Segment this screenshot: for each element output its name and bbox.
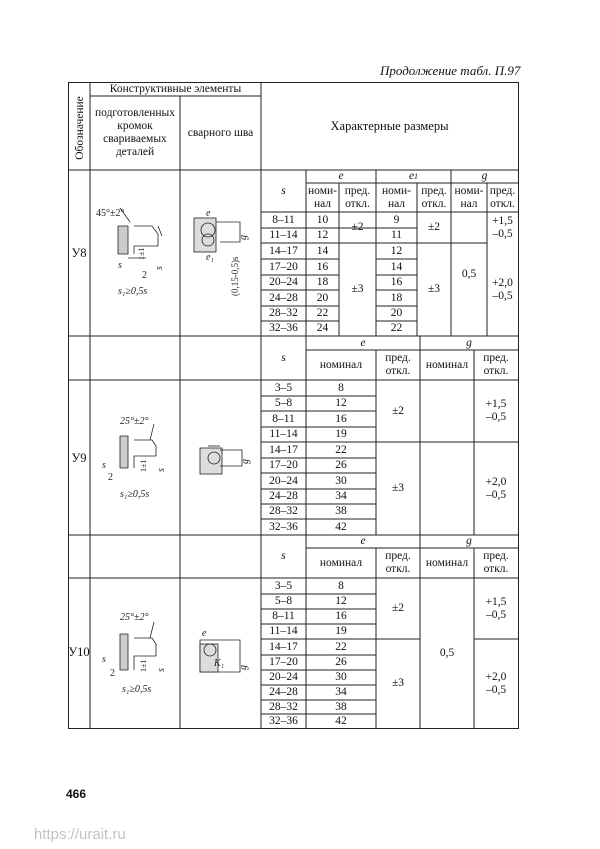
u8-e1-nom-6: 20 [390, 307, 403, 319]
constructive-header: Конструктивные элементы [109, 83, 242, 95]
u9-edge-sketch [90, 380, 180, 535]
prepared-edges-header: подготовленных кромок свариваемых деталей [95, 107, 175, 158]
u10-s-7: 24–28 [269, 686, 298, 698]
source-url[interactable]: https://urait.ru [34, 826, 126, 843]
u10-g-nom: 0,5 [439, 646, 455, 659]
u10-weld-sketch [180, 578, 261, 728]
u8-e-nom-2: 14 [316, 244, 329, 257]
weld-header: сварного шва [187, 126, 254, 139]
u8-s-0: 8–11 [272, 213, 295, 226]
u10-e-nom-7: 34 [335, 686, 347, 698]
u10-e-nom-2: 16 [335, 610, 347, 622]
caption: Продолжение табл. П.97 [380, 63, 521, 78]
u9-angle-text: 25°±2° [120, 416, 149, 427]
u9-s-7: 24–28 [269, 490, 298, 502]
u10-cond-text: s₁≥0,5s [122, 684, 152, 695]
u10-e-nom-8: 38 [335, 700, 347, 713]
u8-e-dev-0: ±2 [351, 221, 364, 233]
u8-g-nom-header: номи- нал [454, 184, 484, 210]
u8-label: У8 [71, 245, 87, 260]
u8-e-dev-header: пред. откл. [344, 184, 371, 210]
u10-e-nom-header: номинал [319, 556, 363, 569]
u9-e-dev-header: пред. откл. [385, 352, 411, 377]
u10-label: У10 [68, 644, 90, 659]
u9-s-2: 8–11 [272, 412, 295, 425]
u9-label: У9 [71, 450, 87, 465]
u9-s-4: 14–17 [269, 443, 298, 456]
u8-range-text: (0,15-0,5)s [230, 256, 240, 296]
u9-s-text: s [156, 468, 167, 472]
u9-g-header: g [466, 336, 472, 349]
u8-s-header: s [281, 184, 286, 197]
u9-s-1: 5–8 [274, 397, 293, 409]
u10-one-text: 1±1 [139, 659, 148, 672]
u9-e-nom-6: 30 [335, 474, 347, 487]
u10-g-header: g [466, 535, 472, 547]
u10-e-nom-0: 8 [338, 579, 344, 592]
u9-e-nom-2: 16 [335, 412, 347, 425]
u9-s-3: 11–14 [269, 428, 298, 440]
u9-e-dev-0: ±2 [391, 404, 405, 417]
u10-e-nom-3: 19 [335, 625, 347, 637]
u10-edge-sketch [90, 578, 180, 728]
u8-s-2: 14–17 [269, 244, 298, 257]
u8-e1-nom-2: 12 [390, 244, 403, 257]
u10-e-dev-1: ±3 [391, 677, 405, 689]
u10-s-0: 3–5 [274, 579, 293, 592]
u9-s1-text: s [102, 460, 106, 471]
u10-e-dev-0: ±2 [391, 602, 405, 614]
u9-s-8: 28–32 [269, 505, 298, 517]
u9-e-nom-8: 38 [335, 505, 347, 517]
u10-g-dev-0: +1,5 –0,5 [485, 595, 507, 621]
u10-s-1: 5–8 [274, 595, 293, 607]
u10-e-nom-6: 30 [335, 671, 347, 683]
u10-s-4: 14–17 [269, 640, 298, 653]
u8-weld-sketch [180, 170, 261, 336]
u8-e1-nom-0: 9 [393, 213, 400, 226]
u8-cond-text: s₁≥0,5s [118, 286, 148, 297]
u9-s-header: s [281, 351, 286, 364]
u8-e1-nom-header: номи- нал [382, 184, 411, 210]
u9-e-nom-1: 12 [335, 397, 347, 409]
u8-e-dev-1: ±3 [351, 283, 364, 295]
u10-g-nom-header: номинал [425, 556, 469, 569]
u8-edge-sketch [90, 170, 180, 336]
u10-e-nom-5: 26 [335, 656, 347, 668]
u8-g-dev-header: пред. откл. [489, 184, 516, 210]
u9-s-0: 3–5 [274, 381, 293, 394]
u8-e1-header: e 1 [408, 170, 419, 182]
u8-s1-text: s [118, 260, 122, 271]
u10-s-3: 11–14 [269, 625, 298, 637]
u8-s-3: 17–20 [269, 260, 298, 273]
u8-e-nom-header: номи- нал [308, 184, 337, 210]
u10-s-text: s [156, 668, 167, 672]
u8-two-text: 2 [142, 270, 147, 281]
designation-header: Обозначение [74, 95, 86, 160]
u8-s-4: 20–24 [269, 276, 298, 288]
u8-e1-dev-1: ±3 [427, 283, 441, 295]
u10-s-2: 8–11 [272, 610, 295, 622]
u9-weld-sketch [180, 380, 261, 535]
u10-g-text: g [238, 665, 249, 670]
u8-e1-nom-4: 16 [390, 276, 403, 288]
u9-e-dev-1: ±3 [391, 482, 405, 494]
u8-s-text: s [154, 266, 165, 270]
page-number: 466 [66, 787, 87, 801]
u8-g-text: g [238, 235, 249, 240]
u8-e-nom-6: 22 [316, 307, 329, 319]
u9-e-nom-4: 22 [335, 443, 347, 456]
u10-g-dev-1: +2,0 –0,5 [485, 670, 507, 696]
u8-g-header: g [481, 170, 488, 182]
u9-g-dev-header: пред. откл. [483, 352, 509, 377]
u9-e-nom-7: 34 [335, 490, 347, 502]
u10-e-header: e [360, 535, 366, 547]
u8-s-1: 11–14 [269, 229, 298, 241]
u8-e-text: e [206, 208, 211, 219]
u8-e-nom-4: 18 [316, 276, 329, 288]
u8-e-nom-3: 16 [316, 260, 329, 273]
u8-e-header: e [338, 170, 344, 182]
u10-s-header: s [281, 550, 286, 562]
u9-s-5: 17–20 [269, 459, 298, 471]
u9-e-nom-0: 8 [338, 381, 344, 394]
u9-g-text: g [240, 459, 251, 464]
u9-two-text: 2 [108, 472, 113, 483]
u9-e-nom-header: номинал [319, 358, 363, 371]
u9-e-header: e [360, 336, 366, 349]
u8-angle-text: 45°±2° [96, 208, 125, 219]
u10-g-dev-header: пред. откл. [483, 550, 509, 575]
u8-e1-text: e₁ [206, 252, 214, 263]
u8-e1-dev-header: пред. откл. [421, 184, 447, 210]
u8-s-5: 24–28 [269, 291, 298, 304]
u8-s-6: 28–32 [269, 307, 298, 319]
u9-g-nom-header: номинал [425, 358, 469, 371]
u8-s-7: 32–36 [269, 322, 298, 334]
u8-g-dev-1: +2,0 –0,5 [492, 276, 513, 302]
u10-s-5: 17–20 [269, 656, 298, 668]
u10-s1-text: s [102, 654, 106, 665]
u10-two-text: 2 [110, 668, 115, 679]
u8-e1-dev-0: ±2 [427, 221, 441, 233]
u10-e-text: e [202, 628, 207, 639]
u10-angle-text: 25°±2° [120, 612, 149, 623]
dims-header: Характерные размеры [330, 119, 449, 133]
u10-s-8: 28–32 [269, 700, 298, 713]
u9-e-nom-5: 26 [335, 459, 347, 471]
u8-e-nom-7: 24 [316, 322, 329, 334]
u9-cond-text: s₁≥0,5s [120, 489, 150, 500]
u8-e1-nom-7: 22 [390, 322, 403, 334]
u10-s-6: 20–24 [269, 671, 298, 683]
u10-e-dev-header: пред. откл. [385, 550, 411, 575]
u8-e-nom-1: 12 [316, 229, 329, 241]
u8-e1-nom-5: 18 [390, 291, 403, 304]
u10-k1-text: K₁ [214, 658, 225, 669]
u8-e-nom-0: 10 [316, 213, 329, 226]
u8-e1-nom-3: 14 [390, 260, 403, 273]
u8-e1-nom-1: 11 [390, 229, 403, 241]
u9-e-nom-9: 42 [335, 520, 347, 533]
u9-one-text: 1±1 [139, 459, 148, 472]
u9-g-dev-0: +1,5 –0,5 [485, 398, 507, 423]
u9-s-9: 32–36 [269, 520, 298, 533]
u9-e-nom-3: 19 [335, 428, 347, 440]
u10-e-nom-4: 22 [335, 640, 347, 653]
u8-g-dev-0: +1,5 –0,5 [492, 214, 513, 240]
u9-s-6: 20–24 [269, 474, 298, 487]
u8-e-nom-5: 20 [316, 291, 329, 304]
u10-e-nom-9: 42 [335, 714, 347, 727]
u10-e-nom-1: 12 [335, 595, 347, 607]
u10-s-9: 32–36 [269, 714, 298, 727]
u8-g-nom: 0,5 [461, 267, 477, 280]
u8-one-text: 1±1 [137, 247, 146, 260]
u9-g-dev-1: +2,0 –0,5 [485, 475, 507, 501]
